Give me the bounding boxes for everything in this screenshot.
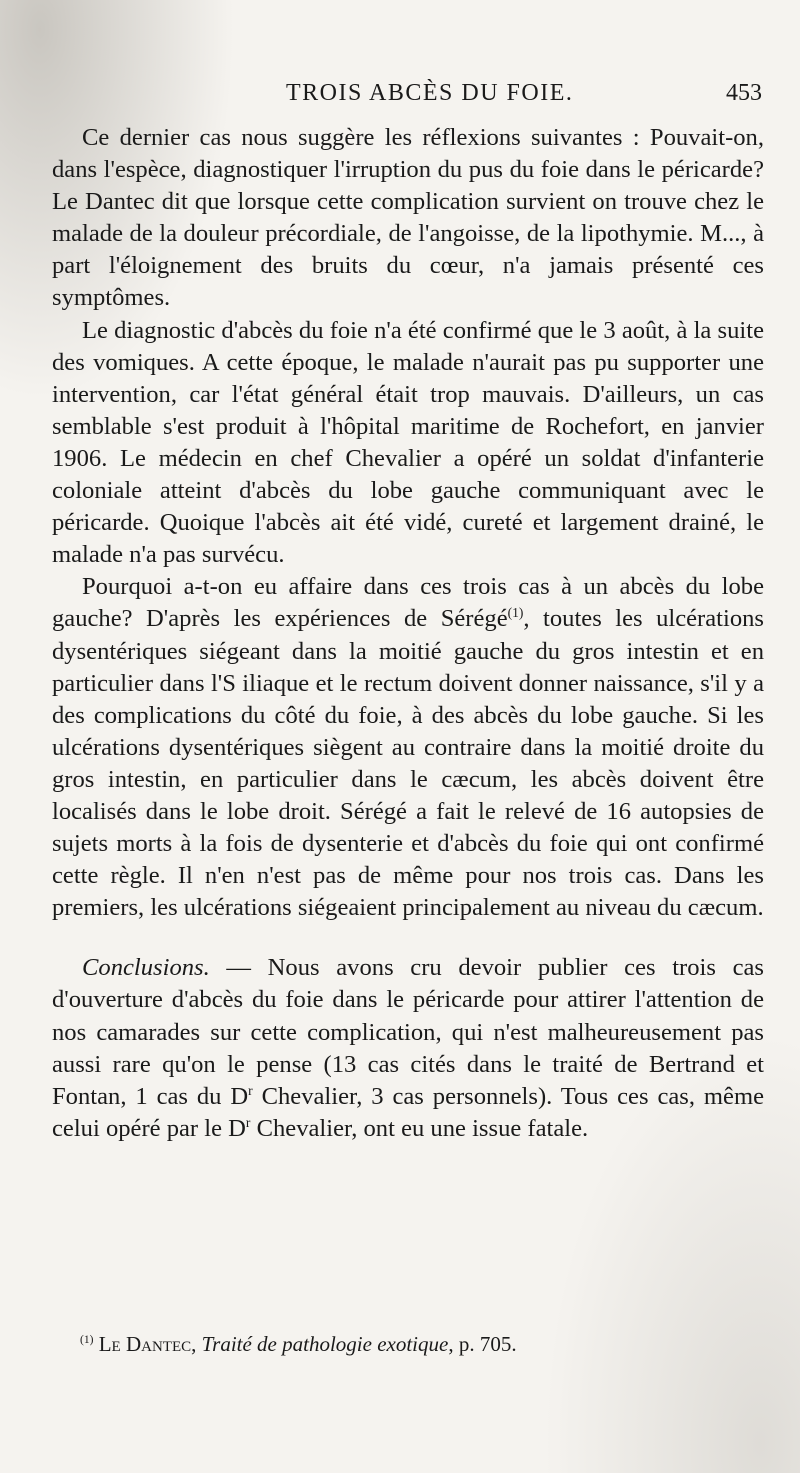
- paragraph-3-text-a: Pourquoi a-t-on eu affaire dans ces trois cas à un abcès du lobe gauche? D'après les expériences de Sérégé: [52, 573, 764, 633]
- conclusions-text-c: Chevalier, ont eu une issue fatale.: [250, 1114, 589, 1142]
- page-number: 453: [726, 80, 762, 106]
- footnote-author: Le Dantec: [98, 1332, 192, 1356]
- paragraph-3: [52, 571, 764, 924]
- footnote: [80, 1330, 764, 1358]
- footnote-reference: (1): [507, 605, 524, 621]
- footnote-work-title: Traité de pathologie exotique: [201, 1332, 449, 1356]
- paragraph-2: Le diagnostic d'abcès du foie n'a été confirmé que le 3 août, à la suite des vomiques. A cette époque, le malade n'aurait pas pu supporter une intervention, car l'état général était trop mauvais. D'ailleurs, un cas semblable s'est produit à l'hôpital maritime de Rochefort, en janvier 1906. Le médecin en chef Chevalier a opéré un soldat d'infanterie coloniale atteint d'abcès du lobe gauche communiquant avec le péricarde. Quoique l'abcès ait été vidé, cureté et largement drainé, le malade n'a pas survécu.: [52, 316, 764, 569]
- doctor-abbrev-1: r: [248, 1082, 253, 1098]
- running-header: [52, 80, 762, 112]
- body-text: [52, 122, 764, 1145]
- footnote-separator: ,: [191, 1332, 202, 1356]
- conclusions-heading: Conclusions.: [82, 954, 210, 982]
- paragraph-3-text-b: , toutes les ulcérations dysentériques siégeant dans la moitié gauche du gros intestin et en particulier dans l'S iliaque et le rectum doivent donner naissance, s'il y a des complications du côté du foie, à des abcès du lobe gauche. Si les ulcérations dysentériques siègent au contraire dans la moitié droite du gros intestin, en particulier dans le cæcum, les abcès doivent être localisés dans le lobe droit. Sérégé a fait le relevé de 16 autopsies de sujets morts à la fois de dysenterie et d'abcès du foie qui ont confirmé cette règle. Il n'en n'est pas de même pour nos trois cas. Dans les premiers, les ulcérations siégeaient principalement au niveau du cæcum.: [52, 605, 764, 922]
- conclusions-paragraph: [52, 952, 764, 1145]
- doctor-abbrev-2: r: [245, 1114, 251, 1130]
- paragraph-1: Ce dernier cas nous suggère les réflexions suivantes : Pouvait-on, dans l'espèce, diagnostiquer l'irruption du pus du foie dans le péricarde? Le Dantec dit que lorsque cette complication survient on trouve chez le malade de la douleur précordiale, de l'angoisse, de la lipothymie. M..., à part l'éloignement des bruits du cœur, n'a jamais présenté ces symptômes.: [52, 124, 764, 312]
- conclusions-text-a: — Nous avons cru devoir publier ces trois cas d'ouverture d'abcès du foie dans le péricarde pour attirer l'attention de nos camarades sur cette complication, qui n'est malheureusement pas aussi rare qu'on le pense (13 cas cités dans le traité de Bertrand et Fontan, 1 cas du D: [52, 954, 764, 1110]
- footnote-mark: (1): [80, 1334, 94, 1346]
- conclusions-text-b: Chevalier, 3 cas personnels). Tous ces cas, même celui opéré par le D: [52, 1082, 764, 1142]
- running-title: TROIS ABCÈS DU FOIE.: [286, 80, 574, 106]
- footnote-page: , p. 705.: [448, 1332, 517, 1356]
